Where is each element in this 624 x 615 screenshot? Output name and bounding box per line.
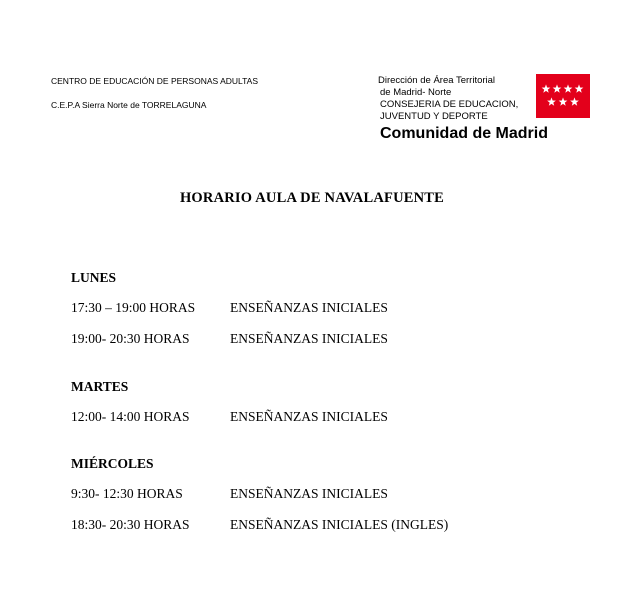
ministry-line-1: CONSEJERIA DE EDUCACION, (380, 99, 519, 110)
ministry-line-2: JUVENTUD Y DEPORTE (380, 111, 488, 122)
schedule-row (71, 486, 591, 504)
schedule-row (71, 300, 591, 318)
schedule-subject: ENSEÑANZAS INICIALES (230, 331, 388, 346)
directorate-line-2: de Madrid- Norte (380, 87, 452, 98)
schedule-time: 9:30- 12:30 HORAS (71, 486, 183, 501)
schedule-subject: ENSEÑANZAS INICIALES (230, 300, 388, 315)
schedule-time: 17:30 – 19:00 HORAS (71, 300, 196, 315)
schedule-row (71, 331, 591, 349)
schedule-time: 12:00- 14:00 HORAS (71, 409, 190, 424)
schedule-subject: ENSEÑANZAS INICIALES (INGLES) (230, 517, 449, 532)
flag-background (536, 74, 590, 118)
schedule-row (71, 409, 591, 427)
schedule-row (71, 517, 591, 535)
day-heading-martes: MARTES (71, 379, 129, 394)
schedule-time: 18:30- 20:30 HORAS (71, 517, 190, 532)
schedule-subject: ENSEÑANZAS INICIALES (230, 486, 388, 501)
center-name: CENTRO DE EDUCACIÓN DE PERSONAS ADULTAS (51, 76, 259, 86)
comunidad-de-madrid-flag-icon (536, 74, 590, 118)
center-location: C.E.P.A Sierra Norte de TORRELAGUNA (51, 100, 207, 110)
day-heading-miercoles: MIÉRCOLES (71, 456, 154, 471)
organization-name: Comunidad de Madrid (380, 125, 548, 142)
page-title: HORARIO AULA DE NAVALAFUENTE (179, 190, 445, 206)
schedule-time: 19:00- 20:30 HORAS (71, 331, 190, 346)
day-heading-lunes: LUNES (71, 270, 117, 285)
directorate-line-1: Dirección de Área Territorial (378, 75, 496, 86)
schedule-subject: ENSEÑANZAS INICIALES (230, 409, 388, 424)
